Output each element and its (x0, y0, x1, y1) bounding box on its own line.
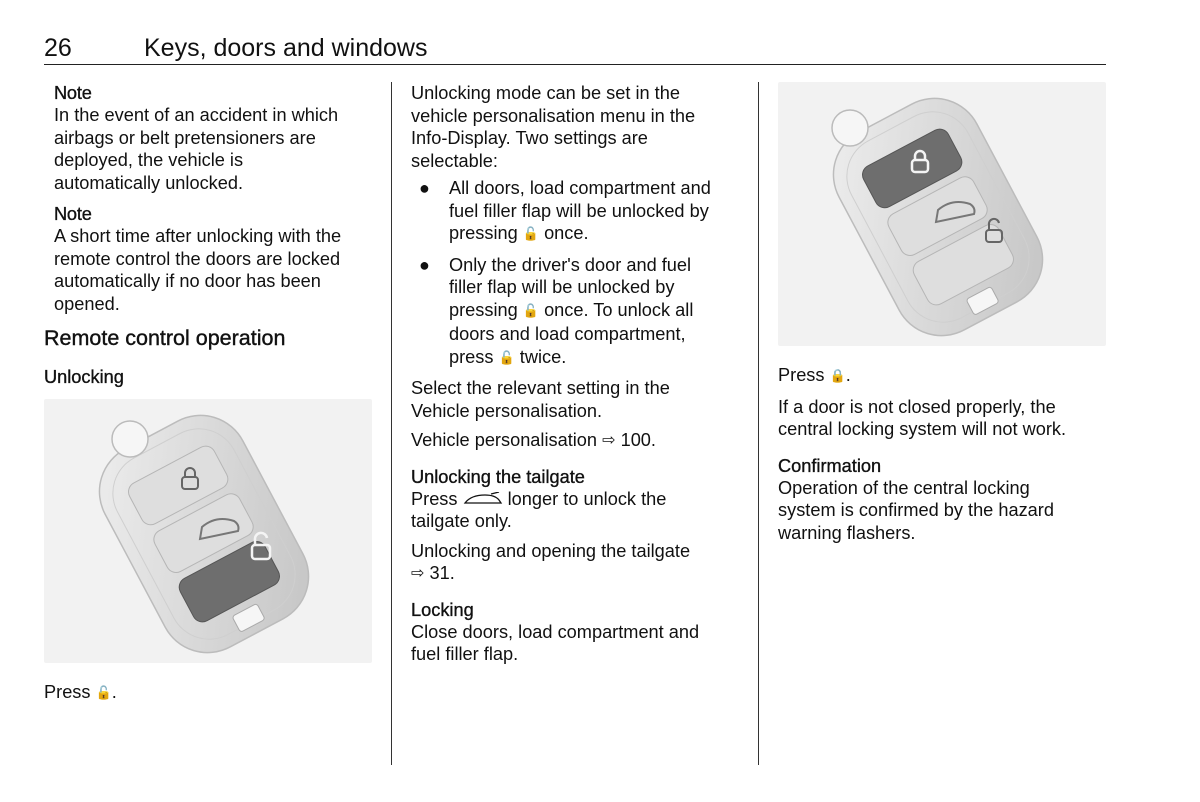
column-left (44, 82, 374, 706)
column-middle (411, 82, 746, 666)
column-divider (391, 82, 392, 765)
confirmation-line: warning flashers. (778, 522, 916, 543)
note-line: In the event of an accident in which (54, 105, 339, 125)
note-heading: Note (54, 204, 92, 224)
tailgate-icon (463, 492, 503, 506)
intro-line: selectable: (411, 150, 498, 171)
cross-reference: Vehicle personalisation ⇨ 100. (411, 430, 656, 450)
note-line: remote control the doors are locked (54, 248, 341, 269)
door-warning-line: central locking system will not work. (778, 419, 1067, 439)
unlock-icon: 🔓 (95, 686, 112, 701)
locking-line: Close doors, load compartment and (411, 621, 700, 642)
note-line: automatically unlocked. (54, 172, 244, 193)
list-item: ● All doors, load compartment and fuel filler flap will be unlocked by pressing 🔓 once. (419, 178, 711, 243)
open-tailgate-line: Unlocking and opening the tailgate (411, 540, 691, 561)
note-line: deployed, the vehicle is (54, 150, 244, 170)
note-accident (44, 82, 374, 194)
section-heading: Remote control operation (44, 326, 286, 350)
unlock-icon: 🔓 (522, 303, 539, 319)
confirmation-line: system is confirmed by the hazard (778, 500, 1054, 520)
locking-line: fuel filler flap. (411, 644, 519, 664)
intro-line: Info-Display. Two settings are (411, 128, 648, 148)
reference-arrow-icon: ⇨ (411, 563, 425, 582)
column-divider (758, 82, 759, 765)
page-header (44, 32, 1106, 65)
reference-arrow-icon: ⇨ (602, 430, 616, 449)
press-unlock-text: Press 🔓. (44, 682, 117, 702)
note-line: opened. (54, 293, 120, 314)
key-fob-illustration-unlock (44, 399, 372, 663)
subheading-unlocking: Unlocking (44, 367, 124, 387)
select-line: Vehicle personalisation. (411, 400, 603, 421)
page-number: 26 (44, 34, 72, 62)
subheading-tailgate: Unlocking the tailgate (411, 466, 585, 487)
settings-list (411, 177, 746, 370)
subheading-locking: Locking (411, 599, 474, 620)
note-line: automatically if no door has been (54, 271, 321, 291)
intro-line: Unlocking mode can be set in the (411, 83, 680, 103)
note-line: airbags or belt pretensioners are (54, 127, 316, 148)
tailgate-line: tailgate only. (411, 511, 512, 531)
lock-icon: 🔒 (829, 369, 846, 384)
note-heading: Note (54, 83, 92, 103)
cross-reference: ⇨ 31. (411, 563, 455, 583)
tailgate-line: Press longer to unlock the (411, 488, 667, 509)
select-line: Select the relevant setting in the (411, 378, 670, 398)
note-auto-lock (44, 203, 374, 315)
column-right (778, 82, 1108, 544)
confirmation-line: Operation of the central locking (778, 477, 1030, 498)
intro-line: vehicle personalisation menu in the (411, 105, 696, 126)
note-line: A short time after unlocking with the (54, 226, 342, 246)
subheading-confirmation: Confirmation (778, 455, 882, 476)
page-title: Keys, doors and windows (144, 34, 428, 62)
key-fob-illustration-lock (778, 82, 1106, 346)
door-warning-line: If a door is not closed properly, the (778, 396, 1056, 417)
unlock-icon: 🔓 (498, 350, 515, 366)
list-item: ● Only the driver's door and fuel filler flap will be unlocked by pressing 🔓 once. To unlock all doors and load compartment, press 🔓 twice. (419, 254, 694, 367)
press-lock-text: Press 🔒. (778, 365, 851, 385)
unlock-icon: 🔓 (522, 227, 539, 242)
